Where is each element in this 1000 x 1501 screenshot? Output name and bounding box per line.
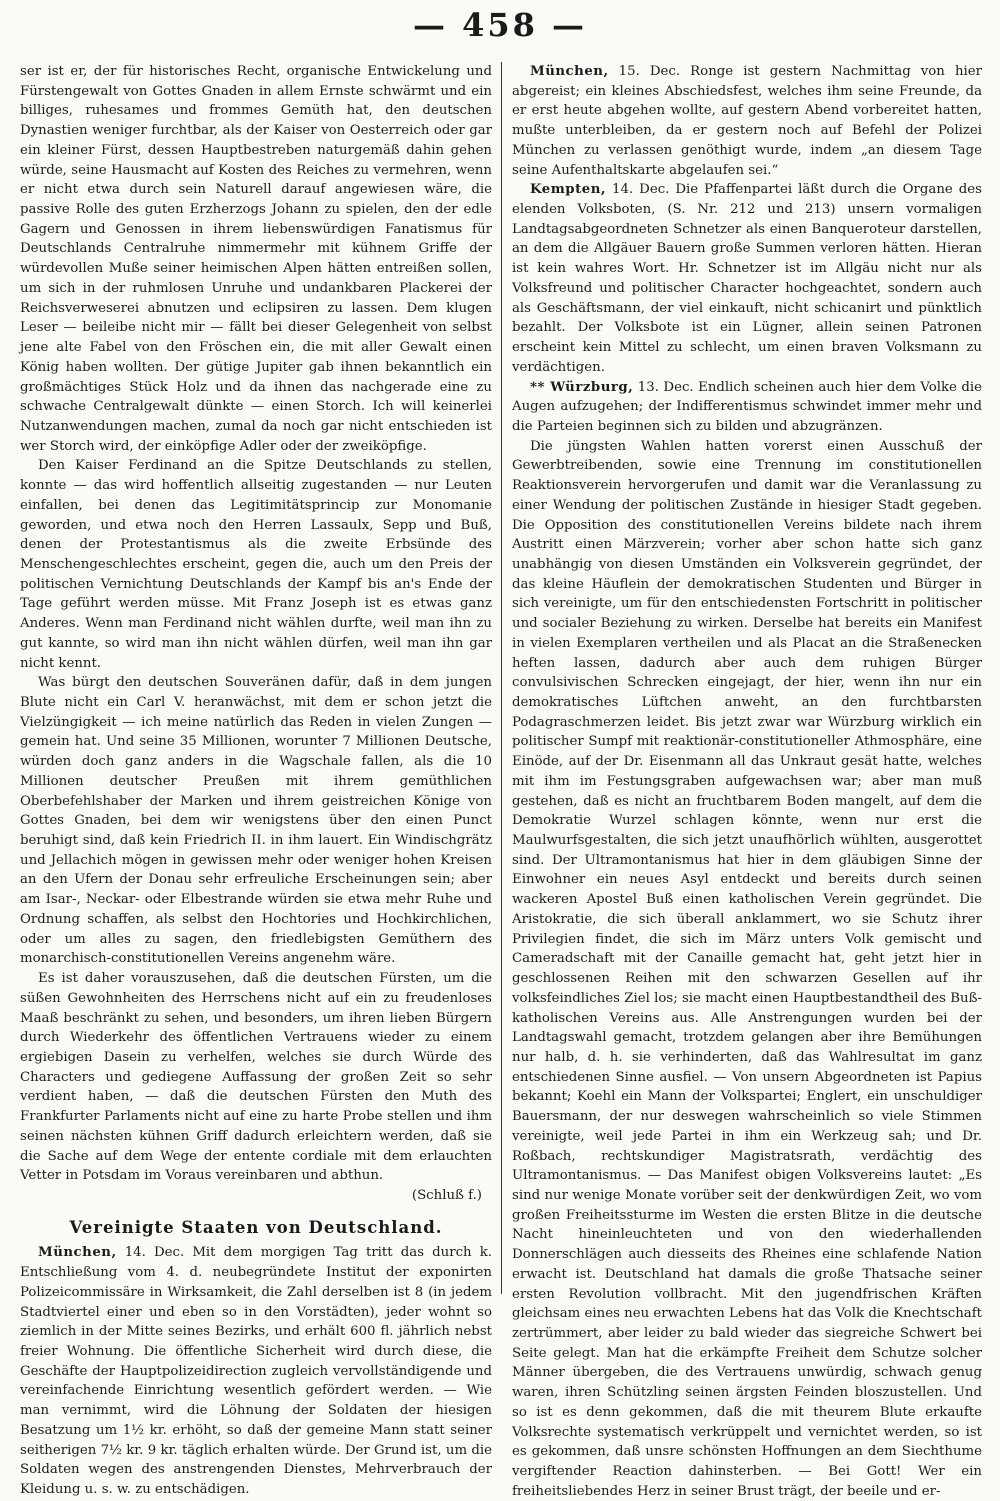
- news-item: [512, 62, 982, 180]
- page-number: — 458 —: [412, 6, 588, 44]
- paragraph: Den Kaiser Ferdinand an die Spitze Deutschlands zu stellen, konnte — das wird hoffentlich allseitig zugestanden — nur Leuten einfallen, bei denen das Legitimitätsprincip zur Monomanie geworden, und etwa noch den Herren Lassaulx, Sepp und Buß, denen der Protestantismus als die zweite Erbsünde des Menschengeschlechtes erscheint, gegen die, auch um den Preis der politischen Vernichtung Deutschlands der Kampf bis an's Ende der Tage geführt werden müsse. Mit Franz Joseph ist es etwas ganz Anderes. Wenn man Ferdinand nicht wählen durfte, weil man ihn zu gut kannte, so wird man ihn nicht wählen dürfen, weil man ihn gar nicht kennt.: [20, 458, 492, 671]
- section-heading: Vereinigte Staaten von Deutschland.: [69, 1217, 443, 1237]
- paragraph: Die jüngsten Wahlen hatten vorerst einen Ausschuß der Gewerbtreibenden, sowie eine Trennung im constitutionellen Reaktionsverein hervorgerufen und damit war die Veranlassung zu einer Wendung der politischen Zustände in hiesiger Stadt gegeben. Die Opposition des constitutionellen Vereins bildete nach ihrem Austritt einen Märzverein; vorher aber schon hatte sich ganz unabhängig von diesen Umständen ein Volksverein gegründet, der das kleine Häuflein der demokratischen Studenten und Bürger in sich vereinigte, um für den entschiedensten Fortschritt in politischer und socialer Beziehung zu wirken. Derselbe hat bereits ein Manifest in vielen Exemplaren vertheilen und als Placat an die Straßenecken heften lassen, dadurch aber auch dem ruhigen Bürger convulsivischen Schrecken eingejagt, der hier, wenn ihn nur ein demokratisches Lüftchen anweht, an den furchtbarsten Podagraschmerzen leidet. Bis jetzt zwar war Würzburg wirklich ein politischer Sumpf mit reaktionär-constitutioneller Athmosphäre, eine Einöde, auf der Dr. Eisenmann all das Unkraut gesät hatte, welches mit ihm im Festungsgraben aufgewachsen war; aber man muß gestehen, daß es nicht an fruchtbarem Boden mangelt, auf dem die Demokratie Wurzel schlagen könnte, wenn nur erst die Maulwurfsgestalten, die sich jetzt unaufhörlich wühlten, ausgerottet sind. Der Ultramontanismus hat hier in dem gläubigen Sinne der Einwohner ein neues Asyl entdeckt und bereits durch seinen wackeren Apostel Buß einen katholischen Verein gegründet. Die Aristokratie, die sich überall anklammert, wo sie Schutz ihrer Privilegien findet, die sich im März unters Volk gemischt und Cameradschaft mit der Canaille gemacht hat, geht jetzt hier in geschlossenen Reihen mit den schwarzen Gesellen auf ihr volksfeindliches Ziel los; sie macht einen Hauptbestandtheil des Buß-katholischen Vereins aus. Alle Anstrengungen wurden bei der Landtagswahl gemacht, trotzdem gelangen aber ihre Bemühungen nur halb, d. h. sie verhinderten, daß das Wahlresultat im ganz entschiedenen Sinne ausfiel. — Von unsern Abgeordneten ist Papius bekannt; Koehl ein Mann der Volkspartei; Englert, ein unschuldiger Bauersmann, der nur deswegen wahrscheinlich so viele Stimmen vereinigte, weil jede Partei in ihm ein Werkzeug sah; und Dr. Roßbach, rechtskundiger Magistratsrath, verdächtig des Ultramontanismus. — Das Manifest obigen Volksvereins lautet: „Es sind nur wenige Monate vorüber seit der denkwürdigen Zeit, wo vom großen Freiheitssturme im Westen die ersten Blitze in die deutsche Nacht hineinleuchteten und von den wiederhallenden Donnerschlägen auch diesseits des Rheines eine schlafende Nation erwacht ist. Deutschland hat damals die große Thatsache seiner ersten Revolution vollbracht. Mit den jugendfrischen Kräften gleichsam eines neu erwachten Lebens hat das Volk die Knechtschaft zertrümmert, aber leider zu bald wieder das siegreiche Schwert bei Seite gelegt. Man hat die erkämpfte Freiheit dem Schutze solcher Männer übergeben, die des Vertrauens unwürdig, schwach genug waren, ihren Schützling seinen ärgsten Feinden bloszustellen. Und so ist es denn gekommen, daß die mit theurem Blute erkaufte Volksrechte systematisch verkrüppelt und vernichtet werden, so ist es gekommen, daß unsre schönsten Hoffnungen an dem Siechthume vergiftender Reaction dahinsterben. — Bei Gott! Wer ein freiheitsliebendes Herz in seiner Brust trägt, der beeile und er-: [512, 438, 982, 1499]
- news-place: München,: [38, 1245, 117, 1261]
- news-text: 15. Dec. Ronge ist gestern Nachmittag von hier abgereist; ein kleines Abschiedsfest, welches ihm seine Freunde, da er erst heute abgehen wollte, auf gestern Abend vorbereitet hatten, mußte unterbleiben, da er gestern noch auf Befehl der Polizei München zu verlassen genöthigt wurde, indem „an diesem Tage seine Aufenthaltskarte abgelaufen sei.“: [512, 64, 982, 178]
- right-column: [512, 62, 982, 1499]
- news-text: 14. Dec. Mit dem morgigen Tag tritt das durch k. Entschließung vom 4. d. neubegründete Institut der exponirten Polizeicommissäre in Wirksamkeit, die Zahl derselben ist 8 (in jedem Stadtviertel einer und eben so in den Vorstädten), jeder wohnt so ziemlich in der Mitte seines Bezirks, und erhält 600 fl. jährlich nebst freier Wohnung. Die öffentliche Sicherheit wird durch diese, die Geschäfte der Hauptpolizeidirection zugleich vervollständigende und vereinfachende Einrichtung wesentlich gefördert werden. — Wie man vernimmt, wird die Löhnung der Soldaten der hiesigen Besatzung um 1½ kr. erhöht, so daß der gemeine Mann statt seiner seitherigen 7½ kr. 9 kr. täglich erhalten würde. Der Grund ist, um die Soldaten wegen des anstrengenden Dienstes, Mehrverbrauch der Kleidung u. s. w. zu entschädigen.: [20, 1245, 492, 1498]
- news-item: [512, 180, 982, 377]
- paragraph: Es ist daher vorauszusehen, daß die deutschen Fürsten, um die süßen Gewohnheiten des Herrschens nicht auf ein zu freudenloses Maaß beschränkt zu sehen, und besonders, um ihren lieben Bürgern durch Wiederkehr des öffentlichen Vertrauens wieder zu einem ergiebigen Dasein zu verhelfen, welches sie durch Würde des Characters und gediegene Auffassung der großen Zeit so sehr verdient haben, — daß die deutschen Fürsten den Muth des Frankfurter Parlaments nicht auf eine zu harte Probe stellen und ihm seinen nächsten kühnen Griff dadurch erleichtern werden, daß sie die Sache auf dem Wege der entente cordiale mit dem erlauchten Vetter in Potsdam im Voraus vereinbaren und abthun.: [20, 971, 492, 1184]
- left-column: [20, 62, 492, 1498]
- news-place: Kempten,: [530, 182, 606, 198]
- news-text: 13. Dec. Endlich scheinen auch hier dem Volke die Augen aufzugehen; der Indifferentismus schwindet immer mehr und die Parteien beginnen sich zu bilden und abzugränzen.: [512, 379, 982, 434]
- signature: (Schluß f.): [411, 1187, 482, 1203]
- paragraph: Was bürgt den deutschen Souveränen dafür, daß in dem jungen Blute nicht ein Carl V. heranwächst, mit dem er schon jetzt die Vielzüngigkeit — ich meine natürlich das Reden in vielen Zungen — gemein hat. Und seine 35 Millionen, worunter 7 Millionen Deutsche, würden doch ganz anders in die Wagschale fallen, als die 10 Millionen deutscher Preußen mit ihrem gemüthlichen Oberbefehlshaber der Marken und ihrem geistreichen Könige von Gottes Gnaden, bei dem wir wenigstens über den einen Punct beruhigt sind, daß kein Friedrich II. in ihm lauert. Ein Windischgrätz und Jellachich mögen in gewissen mehr oder weniger hohen Kreisen an den Ufern der Donau sehr erfreuliche Erscheinungen sein; aber am Isar-, Neckar- oder Elbestrande würden sie etwa mehr Ruhe und Ordnung schaffen, als selbst den Hochtories und Hochkirchlichen, oder um alles zu sagen, den friedlebigsten Gemüthern des monarchisch-constitutionellen Vereins angenehm wäre.: [20, 675, 492, 967]
- news-place: München,: [530, 64, 609, 79]
- paragraph: ser ist er, der für historisches Recht, organische Entwickelung und Fürstengewalt von Gottes Gnaden in allem Ernste schwärmt und ein billiges, ruhesames und frommes Gemüth hat, den deutschen Dynastien weniger furchtbar, als der Kaiser von Oesterreich oder gar ein kleiner Fürst, dessen Hauptbestreben naturgemäß dahin gehen würde, seine Hausmacht auf Kosten des Reiches zu vermehren, wenn er nicht etwa durch sein Naturell darauf angewiesen wäre, die passive Rolle des guten Erzherzogs Johann zu spielen, den der edle Gagern und Genossen in ihrem liebenswürdigen Fanatismus für Deutschlands Centralruhe nimmermehr mit kühnem Griffe der würdevollen Muße seiner heimischen Alpen hätten entreißen sollen, um sich in der ruhmlosen Unruhe und undankbaren Plackerei der Reichsverweserei abnutzen und eclipsiren zu lassen. Dem klugen Leser — beileibe nicht mir — fällt bei dieser Gelegenheit von selbst jene alte Fabel von den Fröschen ein, die mit aller Gewalt einen König haben wollten. Der gütige Jupiter gab ihnen bekanntlich ein großmächtiges Stück Holz und da ihnen das nachgerade eine zu schwache Centralgewalt dünkte — einen Storch. Ich will keinerlei Nutzanwendungen machen, zumal da noch gar nicht entschieden ist wer Storch wird, der einköpfige Adler oder der zweiköpfige.: [20, 64, 492, 454]
- news-item: [512, 378, 982, 437]
- column-divider: [501, 62, 502, 1294]
- news-item: [20, 1243, 492, 1499]
- news-place: ** Würzburg,: [530, 379, 634, 395]
- news-text: 14. Dec. Die Pfaffenpartei läßt durch die Organe des elenden Volksboten, (S. Nr. 212 und 213) unsern vormaligen Landtagsabgeordneten Schnetzer als einen Banqueroteur darstellen, an dem die Allgäuer Bauern große Summen verloren hätten. Hieran ist kein wahres Wort. Hr. Schnetzer ist im Allgäu nicht nur als Volksfreund und politischer Character hochgeachtet, sondern auch als Geschäftsmann, der viel einkauft, nicht schicanirt und pünktlich bezahlt. Der Volksbote ist ein Lügner, allein seinen Patronen erscheint kein Mittel zu schlecht, um einen braven Volksmann zu verdächtigen.: [512, 182, 982, 375]
